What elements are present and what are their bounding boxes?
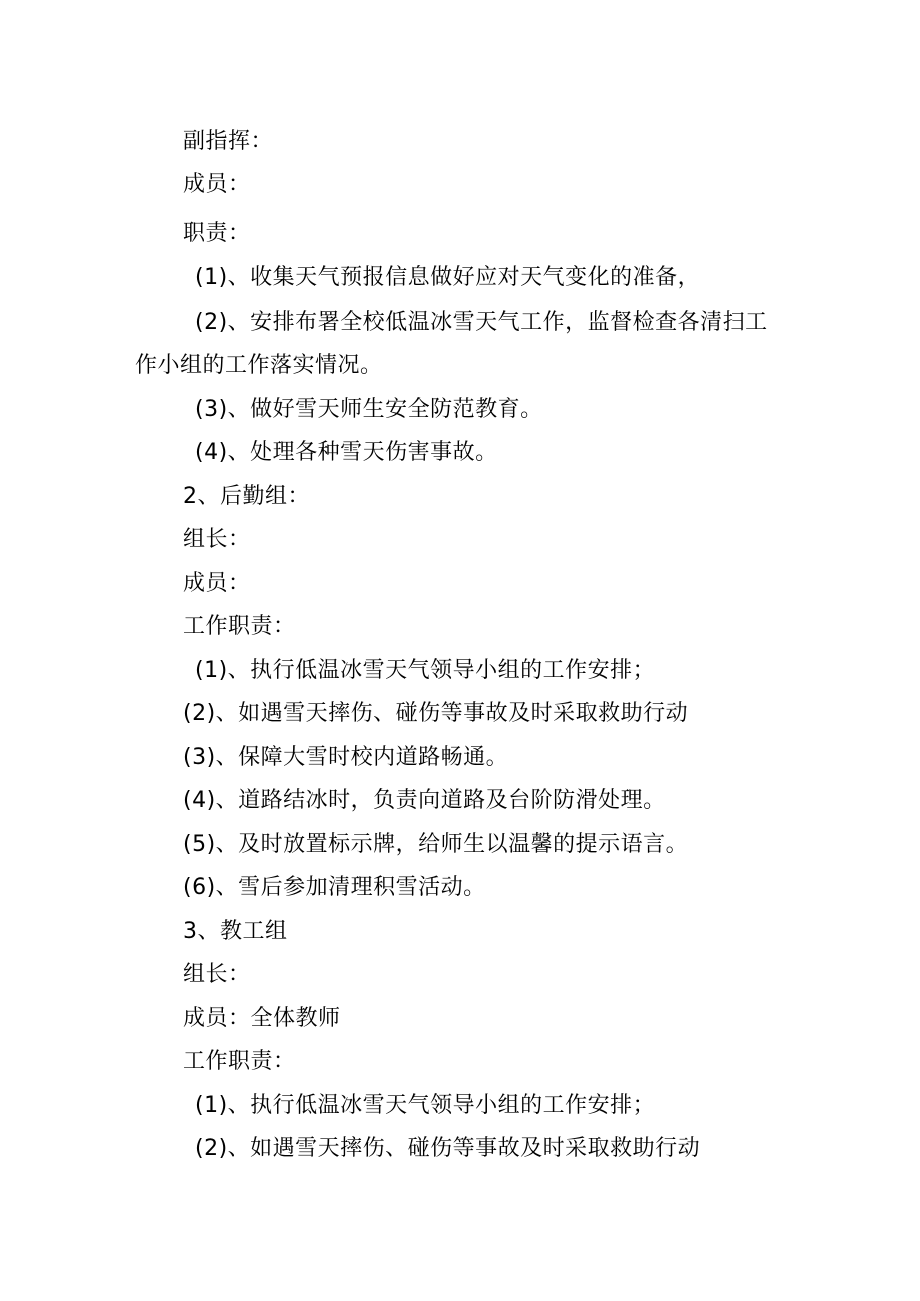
text-line-logistics-duty-4: (4)、道路结冰时，负责向道路及台阶防滑处理。 <box>183 788 666 813</box>
text-line-group-leader: 组长： <box>183 527 251 552</box>
text-line-members: 成员： <box>183 172 251 197</box>
text-line-work-duties: 工作职责： <box>183 1049 296 1074</box>
text-line-duty-2: (2)、安排布署全校低温冰雪天气工作，监督检查各清扫工 <box>195 310 768 335</box>
text-line-group-leader: 组长： <box>183 962 251 987</box>
text-line-teaching-duty-1: (1)、执行低温冰雪天气领导小组的工作安排； <box>195 1093 656 1118</box>
text-line-members: 成员： <box>183 571 251 596</box>
text-line-duties: 职责： <box>183 221 251 246</box>
text-line-deputy-commander: 副指挥： <box>183 129 274 154</box>
text-line-work-duties: 工作职责： <box>183 614 296 639</box>
section-heading-logistics: 2、后勤组： <box>183 484 310 509</box>
text-line-duty-2-continued: 作小组的工作落实情况。 <box>135 353 383 378</box>
text-line-duty-3: (3)、做好雪天师生安全防范教育。 <box>195 397 543 422</box>
text-line-members-all-teachers: 成员：全体教师 <box>183 1006 341 1031</box>
text-line-duty-1: (1)、收集天气预报信息做好应对天气变化的准备， <box>195 265 701 290</box>
text-line-logistics-duty-2: (2)、如遇雪天摔伤、碰伤等事故及时采取救助行动 <box>183 701 689 726</box>
text-line-logistics-duty-5: (5)、及时放置标示牌，给师生以温馨的提示语言。 <box>183 832 689 857</box>
text-line-duty-4: (4)、处理各种雪天伤害事故。 <box>195 440 498 465</box>
section-heading-teaching-staff: 3、教工组 <box>183 919 288 944</box>
text-line-logistics-duty-1: (1)、执行低温冰雪天气领导小组的工作安排； <box>195 658 656 683</box>
text-line-logistics-duty-6: (6)、雪后参加清理积雪活动。 <box>183 875 486 900</box>
text-line-logistics-duty-3: (3)、保障大雪时校内道路畅通。 <box>183 745 509 770</box>
text-line-teaching-duty-2: (2)、如遇雪天摔伤、碰伤等事故及时采取救助行动 <box>195 1136 701 1161</box>
